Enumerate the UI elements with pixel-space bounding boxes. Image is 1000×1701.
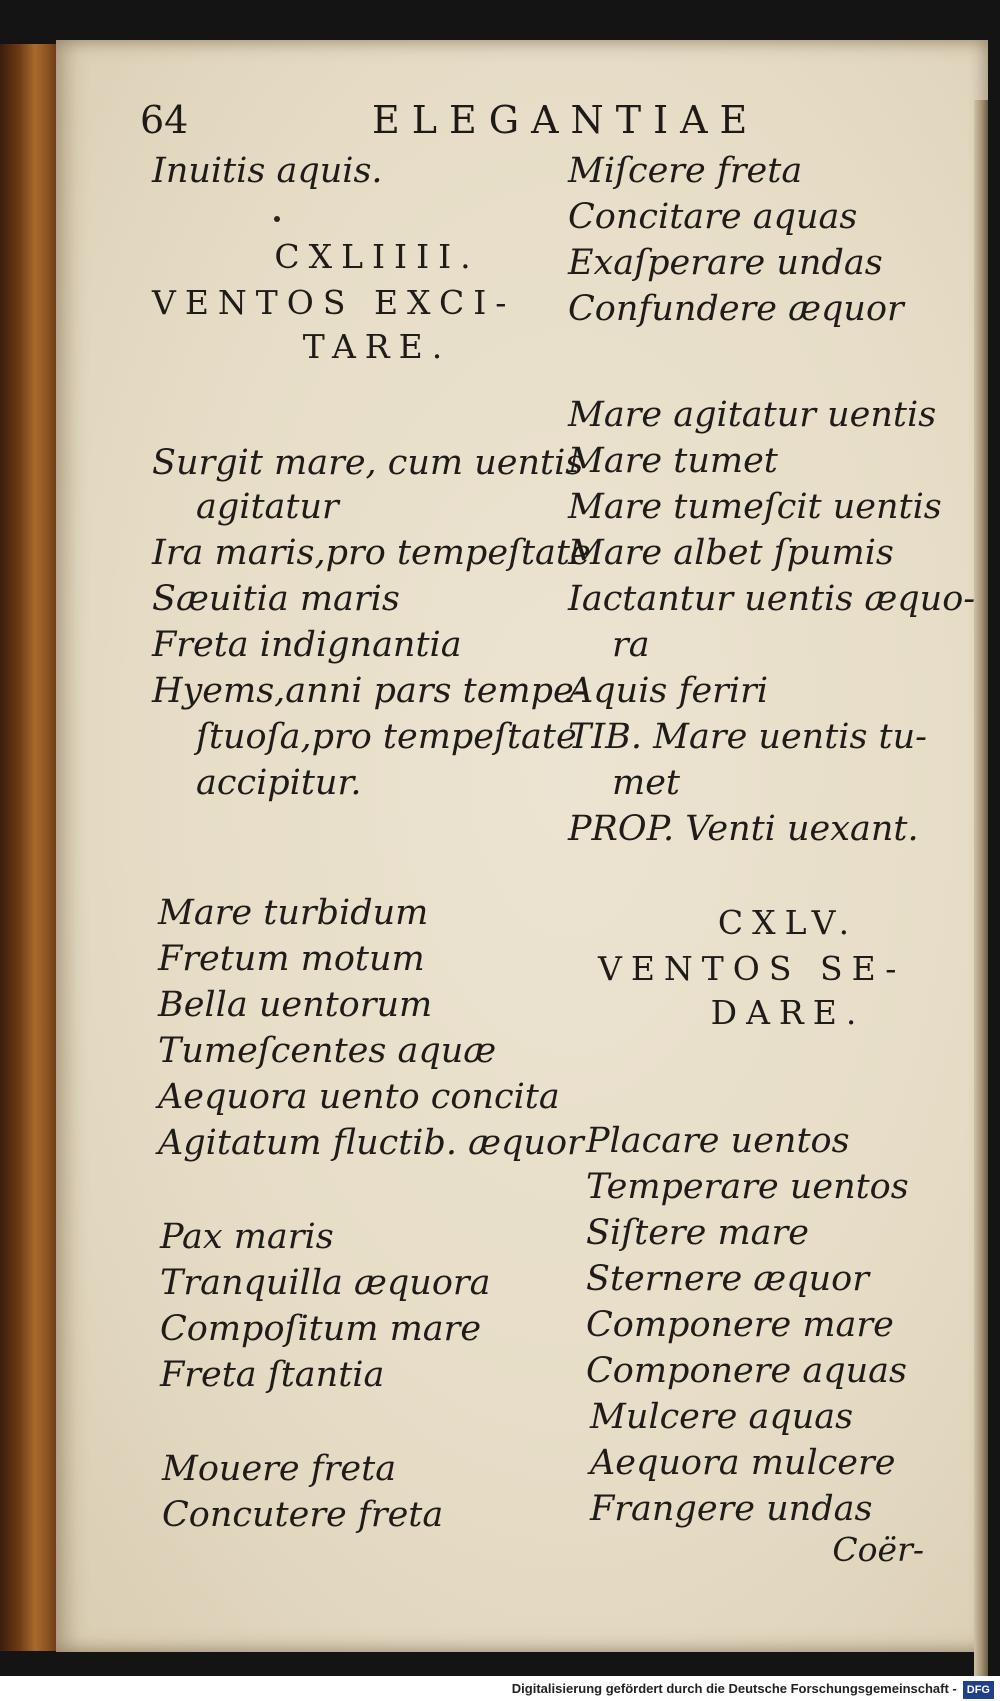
text-line: Mare turbidum <box>158 893 429 933</box>
text-line: TIB. Mare uentis tu- <box>568 717 927 757</box>
text-line: Agitatum fluctib. æquor <box>158 1123 584 1163</box>
book-binding <box>0 44 64 1651</box>
text-line: Freta indignantia <box>152 625 462 665</box>
text-line: Mare tumet <box>568 441 778 481</box>
text-line: Tumeſcentes aquæ <box>158 1031 497 1071</box>
running-header <box>56 92 988 152</box>
text-line: Mouere freta <box>162 1449 397 1489</box>
ink-mark <box>274 216 280 222</box>
text-line: Aequora uento concita <box>158 1077 560 1117</box>
page-number: 64 <box>140 98 189 142</box>
text-line: Ira maris,pro tempeſtate <box>152 533 591 573</box>
running-title: ELEGANTIAE <box>372 98 760 142</box>
text-line: Confundere æquor <box>568 289 904 329</box>
text-line: Miſcere freta <box>568 151 803 191</box>
text-line: PROP. Venti uexant. <box>568 809 919 849</box>
text-line: agitatur <box>196 487 339 527</box>
text-line: Iactantur uentis æquo- <box>568 579 976 619</box>
text-line: Componere aquas <box>586 1351 907 1391</box>
text-line: Mulcere aquas <box>590 1397 854 1437</box>
section-heading: TARE. <box>302 327 452 366</box>
section-heading: VENTOS SE- <box>598 949 906 988</box>
text-line: Freta ſtantia <box>160 1355 385 1395</box>
dfg-logo: DFG <box>963 1681 994 1699</box>
text-line: Sternere æquor <box>586 1259 869 1299</box>
text-line: Surgit mare, cum uentis <box>152 443 584 483</box>
text-line: Frangere undas <box>590 1489 873 1529</box>
footer-text: Digitalisierung gefördert durch die Deutsche Forschungsgemeinschaft - <box>511 1681 957 1696</box>
text-line: Tranquilla æquora <box>160 1263 491 1303</box>
text-line: Mare agitatur uentis <box>568 395 937 435</box>
section-number: CXLV. <box>717 903 859 942</box>
section-heading: VENTOS EXCI- <box>152 283 516 322</box>
text-line: Mare albet ſpumis <box>568 533 894 573</box>
section-heading: DARE. <box>710 993 866 1032</box>
text-line: ſtuoſa,pro tempeſtate <box>196 717 577 757</box>
text-line: Concutere freta <box>162 1495 444 1535</box>
text-line: Hyems,anni pars tempe- <box>152 671 586 711</box>
text-line: Placare uentos <box>586 1121 850 1161</box>
catchword: Coër- <box>832 1530 924 1569</box>
text-line: Aquis feriri <box>568 671 769 711</box>
text-line: met <box>612 763 680 803</box>
text-line: Aequora mulcere <box>590 1443 896 1483</box>
text-line: Sæuitia maris <box>152 579 400 619</box>
text-line: Concitare aquas <box>568 197 858 237</box>
digitization-footer <box>0 1676 1000 1701</box>
text-line: Temperare uentos <box>586 1167 909 1207</box>
text-line: Fretum motum <box>158 939 425 979</box>
text-line: Exaſperare undas <box>568 243 883 283</box>
text-line: accipitur. <box>196 763 362 803</box>
text-line: Mare tumeſcit uentis <box>568 487 942 527</box>
text-line: Bella uentorum <box>158 985 433 1025</box>
text-line: Siſtere mare <box>586 1213 809 1253</box>
text-line: ra <box>612 625 650 665</box>
text-line: Componere mare <box>586 1305 894 1345</box>
text-line: Compoſitum mare <box>160 1309 482 1349</box>
text-line: Inuitis aquis. <box>152 151 383 191</box>
text-line: Pax maris <box>160 1217 334 1257</box>
page-edge <box>974 100 988 1680</box>
section-number: CXLIIII. <box>274 237 480 276</box>
book-page <box>56 40 988 1652</box>
